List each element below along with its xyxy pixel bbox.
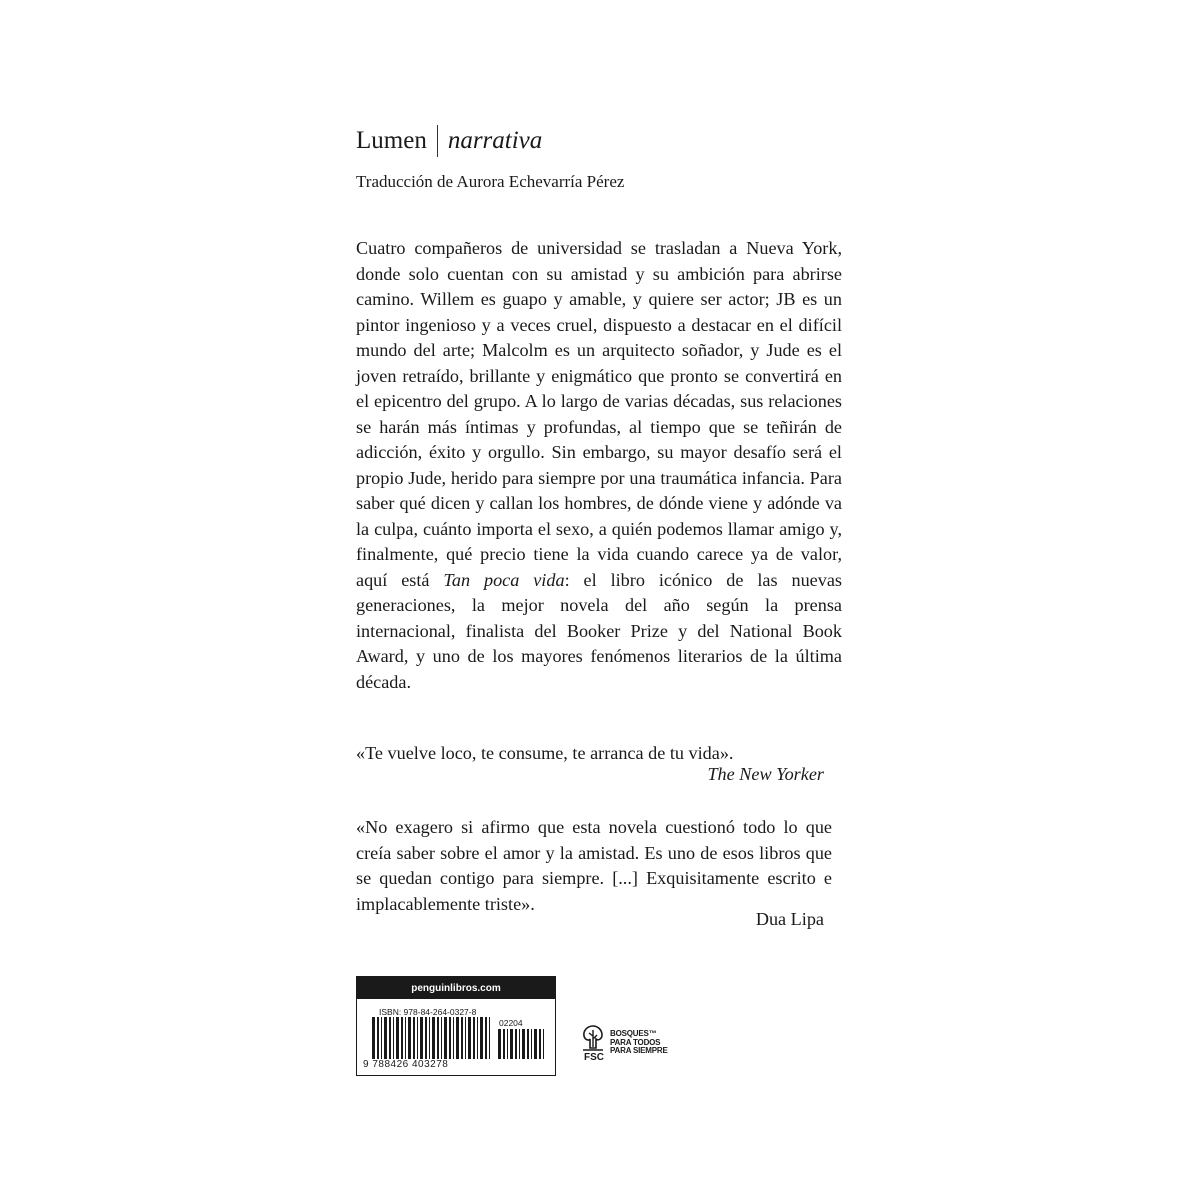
review-quote-2 bbox=[356, 815, 832, 917]
barcode-digits: 9 788426 403278 bbox=[363, 1059, 449, 1070]
review-quote-1-text: «Te vuelve loco, te consume, te arranca de tu vida». bbox=[356, 743, 734, 763]
fsc-label: FSC bbox=[584, 1052, 604, 1063]
review-quote-1-source: The New Yorker bbox=[707, 764, 824, 784]
synopsis bbox=[356, 236, 842, 695]
synopsis-book-title: Tan poca vida bbox=[443, 569, 565, 590]
barcode-label bbox=[356, 976, 556, 1076]
synopsis-text-after-title: : el libro icónico de las nuevas generaciones, la mejor novela del año según la prensa internacional, finalista del Booker Prize y del National Book Award, y uno de los mayores fenómenos literarios de la última década. bbox=[356, 569, 842, 692]
translator-credit: Traducción de Aurora Echevarría Pérez bbox=[356, 172, 625, 191]
imprint-header bbox=[356, 124, 542, 158]
review-quote-2-source: Dua Lipa bbox=[755, 909, 824, 929]
collection-name: narrativa bbox=[447, 127, 543, 154]
publisher-name: Lumen bbox=[356, 127, 427, 154]
isbn-number: ISBN: 978-84-264-0327-8 bbox=[379, 1007, 477, 1017]
fsc-slogan-line-2: PARA TODOS bbox=[610, 1037, 661, 1047]
addon-barcode-icon bbox=[497, 1029, 545, 1059]
review-quote-2-text: «No exagero si afirmo que esta novela cuestionó todo lo que creía saber sobre el amor y la amistad. Es uno de esos libros que se quedan contigo para siempre. [...] Exquisitamente escrito e implacablemente triste». bbox=[356, 817, 832, 914]
fsc-slogan-line-3: PARA SIEMPRE bbox=[610, 1046, 668, 1055]
fsc-slogan bbox=[610, 1030, 686, 1056]
publisher-website: penguinlibros.com bbox=[357, 977, 555, 999]
review-quote-1 bbox=[356, 741, 832, 767]
header-divider bbox=[437, 125, 438, 157]
ean-barcode-icon bbox=[371, 1017, 493, 1059]
price-code: 02204 bbox=[499, 1018, 523, 1028]
fsc-tree-logo-icon bbox=[580, 1024, 606, 1052]
synopsis-text-before-title: Cuatro compañeros de universidad se trasladan a Nueva York, donde solo cuentan con su amistad y su ambición para abrirse camino. Willem es guapo y amable, y quiere ser actor; JB es un pintor ingenioso y a veces cruel, dispuesto a destacar en el difícil mundo del arte; Malcolm es un arquitecto soñador, y Jude es el joven retraído, brillante y enigmático que pronto se convertirá en el epicentro del grupo. A lo largo de varias décadas, sus relaciones se harán más íntimas y profundas, al tiempo que se teñirán de adicción, éxito y orgullo. Sin embargo, su mayor desafío será el propio Jude, herido para siempre por una traumática infancia. Para saber qué dicen y callan los hombres, de dónde viene y adónde va la culpa, cuánto importa el sexo, a quién podemos llamar amigo y, finalmente, qué precio tiene la vida cuando carece ya de valor, aquí está bbox=[356, 238, 842, 590]
fsc-slogan-line-1: BOSQUES™ bbox=[610, 1029, 657, 1038]
fsc-certification bbox=[576, 1024, 686, 1080]
